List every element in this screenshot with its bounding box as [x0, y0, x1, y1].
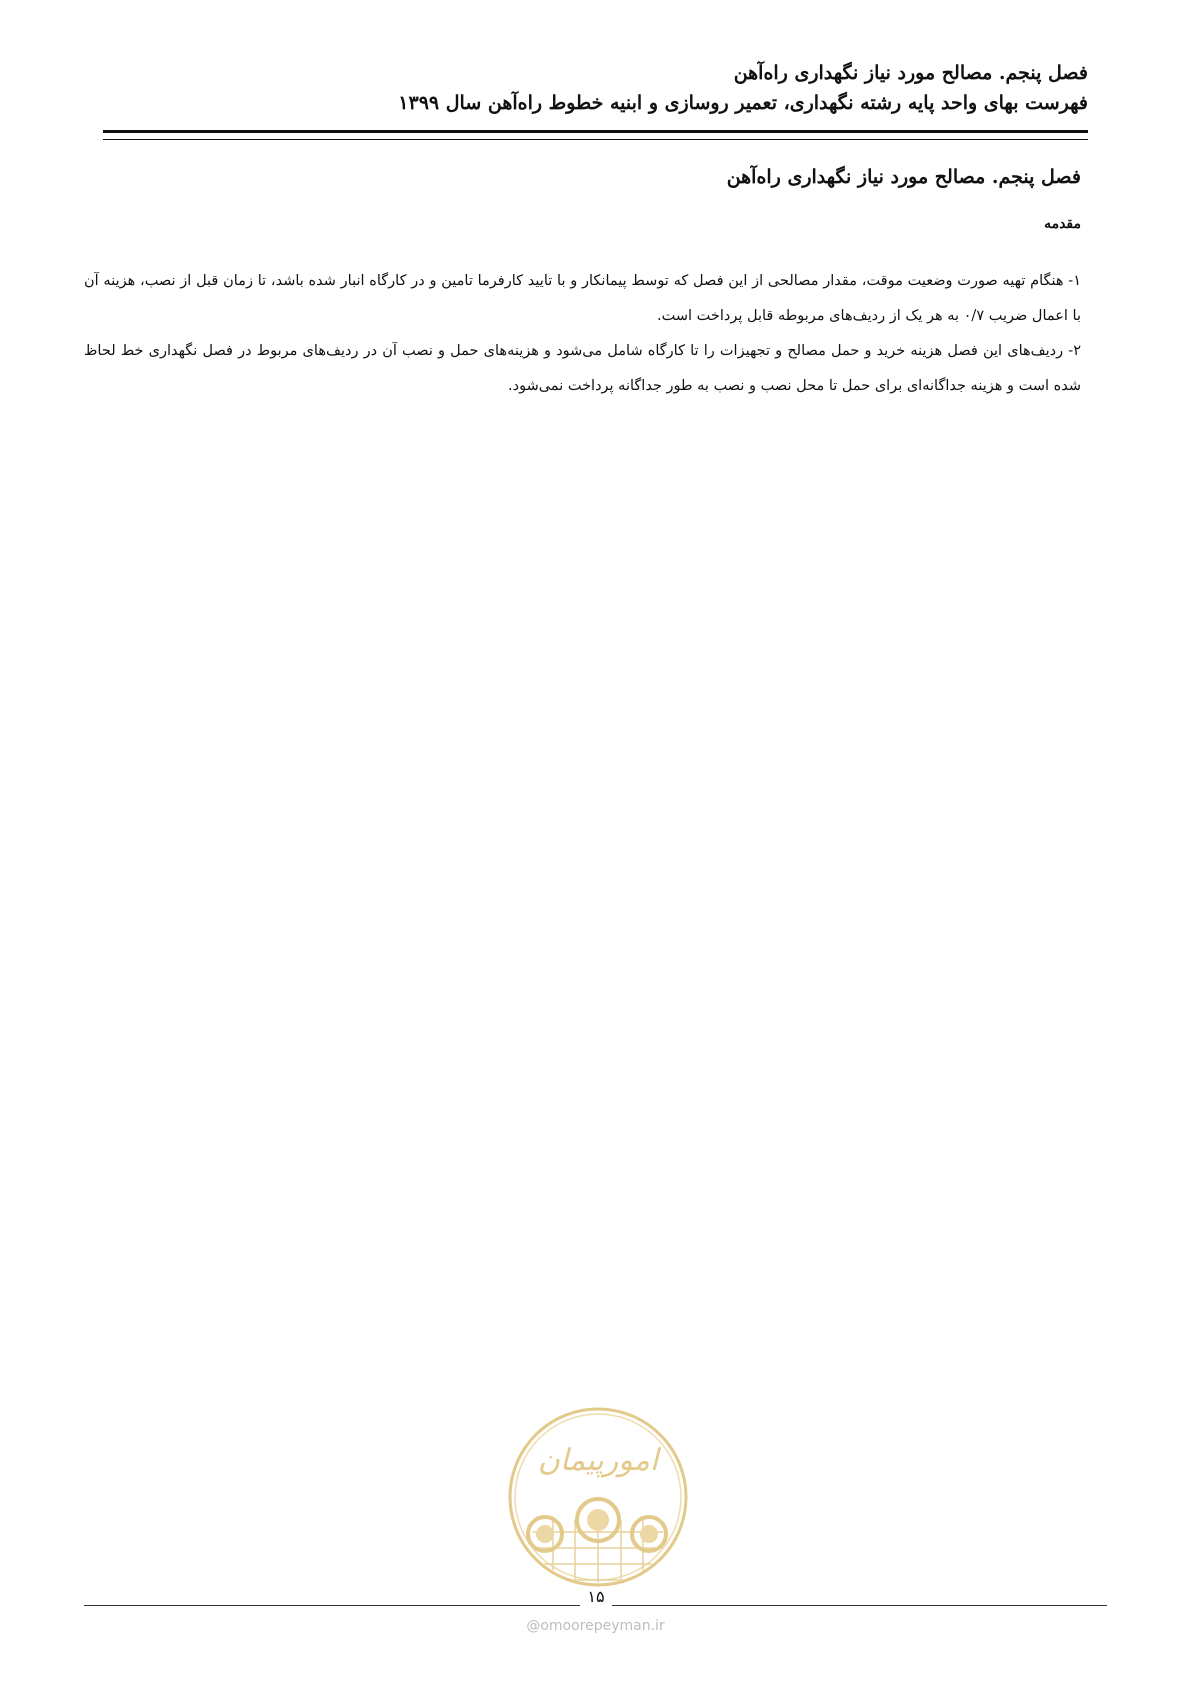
watermark-url: @omoorepeyman.ir: [526, 1618, 665, 1634]
header-book-title: فهرست بهای واحد پایه رشته نگهداری، تعمیر روسازی و ابنیه خطوط راه‌آهن سال ۱۳۹۹: [398, 92, 1088, 114]
watermark-seal-text: امورپیمان: [537, 1443, 659, 1478]
header-chapter-line: فصل پنجم. مصالح مورد نیاز نگهداری راه‌آهن: [733, 62, 1088, 84]
chapter-title: فصل پنجم. مصالح مورد نیاز نگهداری راه‌آهن: [726, 166, 1081, 188]
paragraph-1: ۱- هنگام تهیه صورت وضعیت موقت، مقدار مصالحی از این فصل که توسط پیمانکار و با تایید کارفرما تامین و در کارگاه انبار شده باشد، تا زمان قبل از نصب، هزینه آن با اعمال ضریب ۰/۷ به هر یک از ردیف‌های مربوطه قابل پرداخت است.: [84, 273, 1081, 324]
page-header: [103, 58, 1088, 118]
paragraph-2: ۲- ردیف‌های این فصل هزینه خرید و حمل مصالح و تجهیزات را تا کارگاه شامل می‌شود و هزینه‌های حمل و نصب آن در ردیف‌های مربوط در فصل نگهداری خط لحاظ شده است و هزینه جداگانه‌ای برای حمل تا محل نصب و نصب به طور جداگانه پرداخت نمی‌شود.: [84, 343, 1081, 394]
header-double-rule: [103, 130, 1088, 140]
introduction-heading: مقدمه: [1044, 216, 1081, 232]
watermark-seal-logo: [503, 1402, 693, 1592]
main-content: [84, 162, 1081, 404]
page-number: ۱۵: [580, 1587, 612, 1606]
